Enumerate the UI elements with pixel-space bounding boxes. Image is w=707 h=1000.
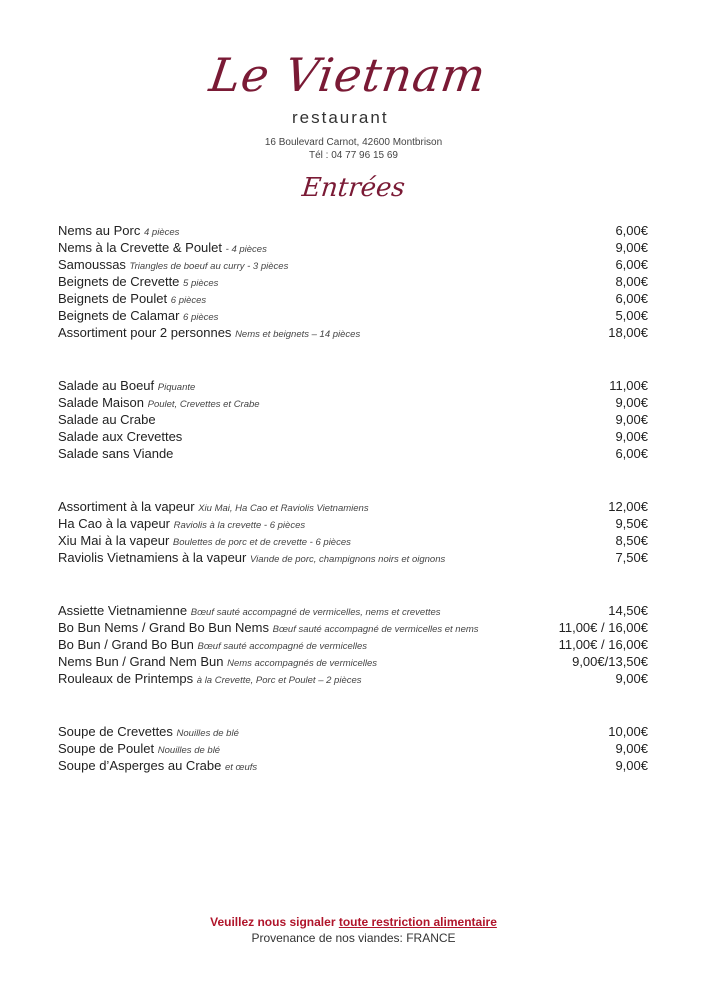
- menu-item-description: Boulettes de porc et de crevette - 6 pièces: [172, 537, 351, 548]
- menu-item-price: 11,00€: [609, 378, 648, 393]
- menu-item-name: Salade au Crabe: [58, 412, 156, 427]
- menu-item-name: Soupe d’Asperges au Crabe: [58, 758, 222, 773]
- menu-item-description: Xiu Mai, Ha Cao et Raviolis Vietnamiens: [198, 503, 369, 514]
- menu-item-name: Raviolis Vietnamiens à la vapeur: [58, 550, 247, 565]
- menu-item-name: Bo Bun Nems / Grand Bo Bun Nems: [58, 620, 269, 635]
- menu-item: [58, 653, 648, 670]
- menu-item-price: 10,00€: [608, 724, 648, 739]
- menu-item-name: Beignets de Crevette: [58, 274, 180, 289]
- menu-group: [58, 602, 648, 687]
- menu-item-description: Triangles de boeuf au curry - 3 pièces: [129, 261, 289, 272]
- menu-item-price: 6,00€: [615, 223, 648, 238]
- menu-item: [58, 670, 648, 687]
- menu-item-name: Salade Maison: [58, 395, 144, 410]
- menu-item-description: 5 pièces: [183, 278, 219, 289]
- menu-item-description: Nouilles de blé: [157, 745, 221, 756]
- menu-item-description: Nouilles de blé: [176, 728, 239, 739]
- menu-item-description: et œufs: [224, 762, 258, 773]
- phone-line: Tél : 04 77 96 15 69: [309, 150, 398, 161]
- menu-item: [58, 515, 648, 532]
- menu-group: [58, 723, 648, 774]
- menu-item-name: Salade aux Crevettes: [58, 429, 183, 444]
- menu-item-price: 7,50€: [615, 550, 648, 565]
- menu-item-description: Bœuf sauté accompagné de vermicelles et nems: [272, 624, 479, 635]
- dietary-notice-prefix: Veuillez nous signaler: [210, 915, 339, 929]
- menu-item: [58, 290, 648, 307]
- dietary-notice-emphasis: toute restriction alimentaire: [338, 915, 497, 929]
- menu-item-price: 18,00€: [608, 325, 648, 340]
- menu-item: [58, 222, 648, 239]
- menu-item-name: Samoussas: [58, 257, 126, 272]
- menu-item-name: Soupe de Poulet: [58, 741, 155, 756]
- menu-item-name: Rouleaux de Printemps: [58, 671, 194, 686]
- menu-item: [58, 532, 648, 549]
- menu-item-price: 6,00€: [615, 291, 648, 306]
- menu-item-price: 6,00€: [615, 257, 648, 272]
- menu-item: [58, 394, 648, 411]
- menu-item-name: Bo Bun / Grand Bo Bun: [58, 637, 194, 652]
- menu-group: [58, 377, 648, 462]
- menu-item-name: Nems à la Crevette & Poulet: [58, 240, 223, 255]
- menu-item-price: 9,00€: [615, 758, 648, 773]
- logo-subtitle: restaurant: [292, 108, 389, 127]
- menu-item-price: 9,50€: [615, 516, 648, 531]
- menu-item-name: Soupe de Crevettes: [58, 724, 173, 739]
- menu-item: [58, 619, 648, 636]
- menu-item: [58, 411, 648, 428]
- menu-item-name: Salade au Boeuf: [58, 378, 155, 393]
- menu-item-name: Xiu Mai à la vapeur: [58, 533, 170, 548]
- menu-item: [58, 498, 648, 515]
- menu-item: [58, 273, 648, 290]
- menu-list: [58, 222, 648, 774]
- menu-item-description: Nems et beignets – 14 pièces: [235, 329, 361, 340]
- menu-item-description: Poulet, Crevettes et Crabe: [147, 399, 260, 410]
- menu-item-description: - 4 pièces: [225, 244, 267, 255]
- menu-item: [58, 549, 648, 566]
- restaurant-logo: [200, 48, 500, 128]
- menu-item-description: Raviolis à la crevette - 6 pièces: [173, 520, 306, 531]
- menu-item-price: 6,00€: [615, 446, 648, 461]
- menu-item-price: 11,00€ / 16,00€: [558, 637, 648, 652]
- menu-item-price: 9,00€: [615, 240, 648, 255]
- menu-item-price: 11,00€ / 16,00€: [558, 620, 648, 635]
- menu-item-name: Assortiment pour 2 personnes: [58, 325, 232, 340]
- menu-item-description: Bœuf sauté accompagné de vermicelles, nems et crevettes: [190, 607, 441, 618]
- menu-item: [58, 324, 648, 341]
- menu-item-price: 12,00€: [608, 499, 648, 514]
- menu-item-description: à la Crevette, Porc et Poulet – 2 pièces: [196, 675, 362, 686]
- menu-item: [58, 740, 648, 757]
- menu-item: [58, 602, 648, 619]
- address-line: 16 Boulevard Carnot, 42600 Montbrison: [264, 137, 443, 148]
- menu-group: [58, 498, 648, 566]
- menu-item: [58, 723, 648, 740]
- menu-item: [58, 445, 648, 462]
- meat-origin: Provenance de nos viandes: FRANCE: [251, 931, 456, 945]
- menu-item-price: 9,00€: [615, 741, 648, 756]
- menu-item: [58, 256, 648, 273]
- logo-script-text: Le Vietnam: [206, 48, 490, 102]
- menu-item: [58, 757, 648, 774]
- menu-item-price: 9,00€: [615, 671, 648, 686]
- menu-item-name: Assortiment à la vapeur: [58, 499, 195, 514]
- dietary-notice: [0, 915, 707, 929]
- menu-item-description: Nems accompagnés de vermicelles: [227, 658, 378, 669]
- menu-item-name: Nems au Porc: [58, 223, 141, 238]
- menu-item-description: 4 pièces: [144, 227, 180, 238]
- menu-item-price: 5,00€: [615, 308, 648, 323]
- menu-item: [58, 377, 648, 394]
- menu-item: [58, 307, 648, 324]
- menu-item-description: 6 pièces: [170, 295, 207, 306]
- menu-item-description: Bœuf sauté accompagné de vermicelles: [197, 641, 367, 652]
- menu-item-name: Beignets de Poulet: [58, 291, 168, 306]
- menu-item-price: 8,50€: [615, 533, 648, 548]
- menu-item-description: Piquante: [157, 382, 196, 393]
- menu-item-price: 8,00€: [615, 274, 648, 289]
- menu-item-price: 9,00€: [615, 412, 648, 427]
- menu-item-price: 14,50€: [608, 603, 648, 618]
- menu-item-price: 9,00€/13,50€: [572, 654, 648, 669]
- menu-item: [58, 636, 648, 653]
- menu-item-price: 9,00€: [615, 395, 648, 410]
- menu-item-description: Viande de porc, champignons noirs et oignons: [250, 554, 446, 565]
- menu-item-name: Nems Bun / Grand Nem Bun: [58, 654, 224, 669]
- menu-item-name: Salade sans Viande: [58, 446, 174, 461]
- menu-item-description: 6 pièces: [183, 312, 219, 323]
- menu-item-name: Ha Cao à la vapeur: [58, 516, 171, 531]
- menu-item-name: Assiette Vietnamienne: [58, 603, 188, 618]
- menu-item-price: 9,00€: [615, 429, 648, 444]
- menu-group: [58, 222, 648, 341]
- menu-item: [58, 428, 648, 445]
- menu-item-name: Beignets de Calamar: [58, 308, 180, 323]
- section-title: Entrées: [300, 173, 407, 203]
- menu-item: [58, 239, 648, 256]
